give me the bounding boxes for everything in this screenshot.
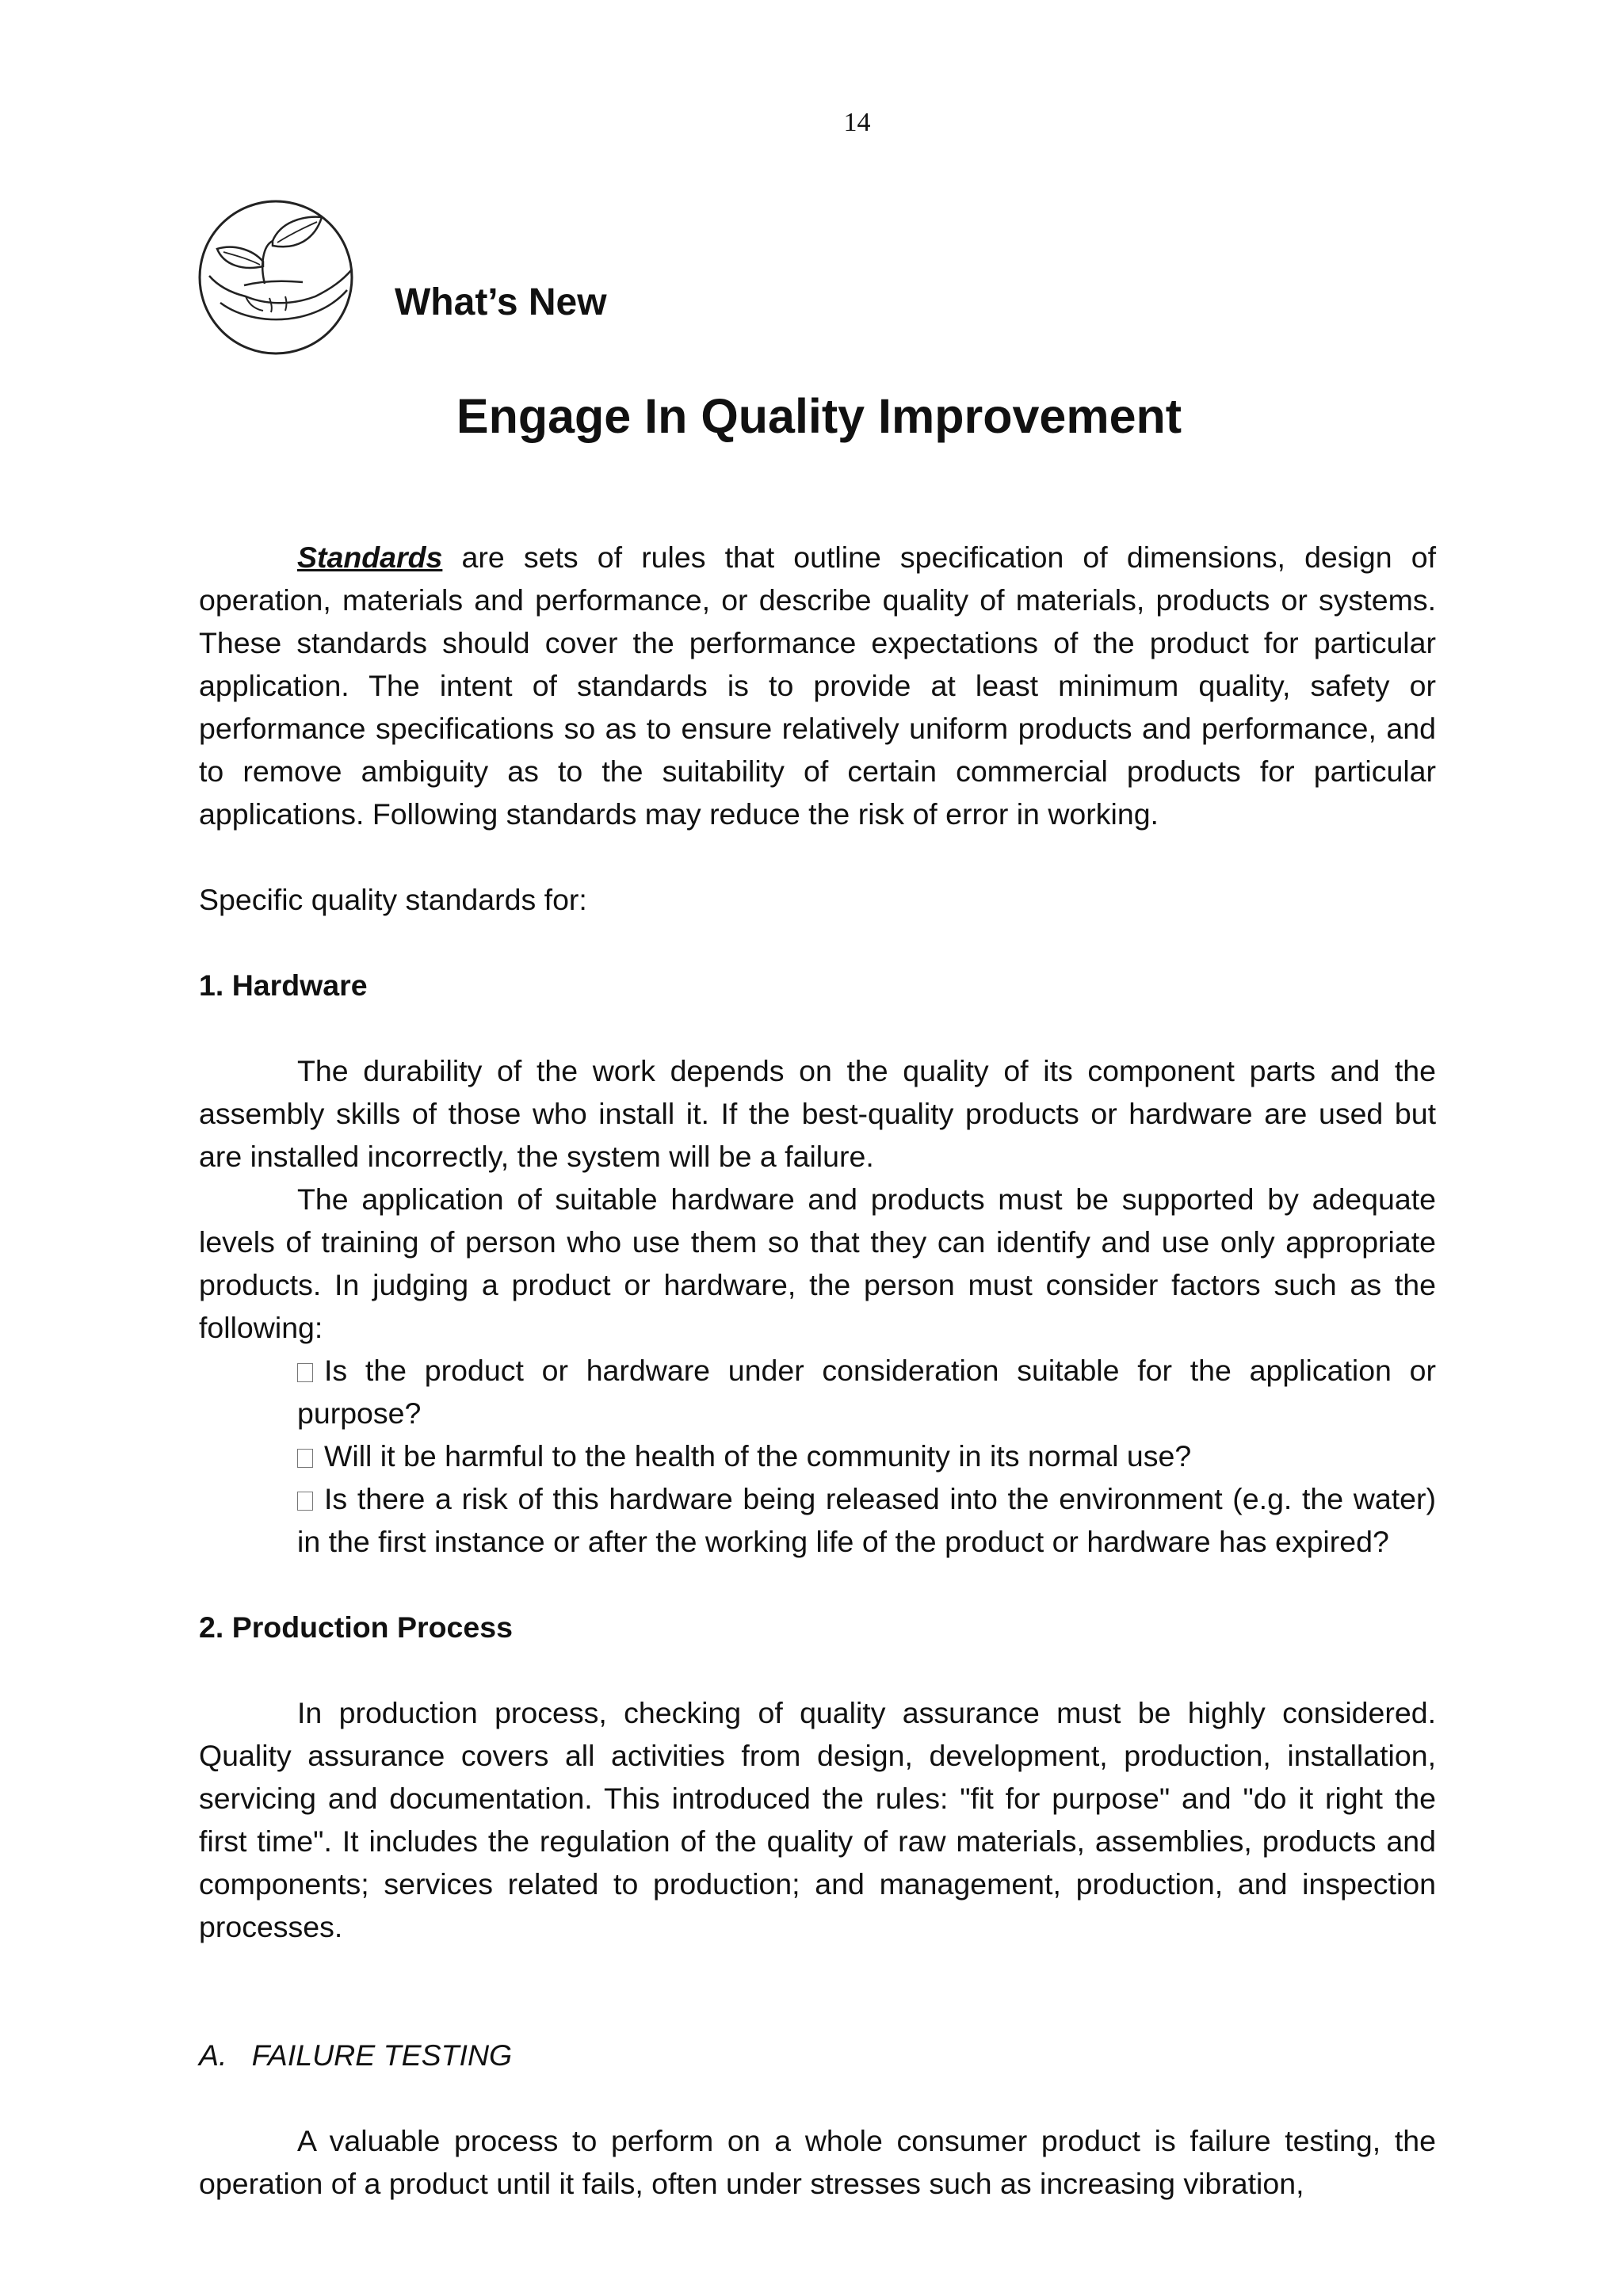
- failure-testing-heading: A. FAILURE TESTING: [199, 2038, 513, 2072]
- production-paragraph: In production process, checking of quality assurance must be highly considered. Quality assurance covers all activities from design, development, production, installation, servicing and documentation. This introduced the rules: "fit for purpose" and "do it right the first time". It includes the regulation of the quality of raw materials, assemblies, products and components; services related to production; and management, production, and inspection processes.: [199, 1696, 1436, 1943]
- hardware-paragraph-1: The durability of the work depends on the quality of its component parts and the assembly skills of those who install it. If the best-quality products or hardware are used but are installed incorrectly, the system will be a failure.: [199, 1054, 1436, 1173]
- standards-term: Standards: [297, 541, 443, 574]
- production-heading: 2. Production Process: [199, 1610, 513, 1644]
- page-title: Engage In Quality Improvement: [456, 389, 1182, 443]
- hardware-heading: 1. Hardware: [199, 968, 368, 1002]
- hardware-bullet-list: [297, 1349, 1436, 1563]
- bullet-item: Is the product or hardware under consideration suitable for the application or purpose?: [297, 1354, 1436, 1430]
- section-label: What’s New: [395, 281, 607, 323]
- intro-paragraph: [199, 536, 1436, 835]
- bullet-box-icon: [297, 1363, 313, 1382]
- specific-standards-line: Specific quality standards for:: [199, 883, 587, 916]
- bullet-item: Is there a risk of this hardware being released into the environment (e.g. the water) in the first instance or after the working life of the product or hardware has expired?: [297, 1482, 1436, 1558]
- bullet-item: Will it be harmful to the health of the community in its normal use?: [297, 1435, 1436, 1477]
- failure-testing-paragraph: A valuable process to perform on a whole consumer product is failure testing, the operation of a product until it fails, often under stresses such as increasing vibration,: [199, 2124, 1436, 2200]
- intro-text: are sets of rules that outline specification of dimensions, design of operation, materials and performance, or describe quality of materials, products or systems. These standards should cover the performance expectations of the product for particular application. The intent of standards is to provide at least minimum quality, safety or performance specifications so as to ensure relatively uniform products and performance, and to remove ambiguity as to the suitability of certain commercial products for particular applications. Following standards may reduce the risk of error in working.: [199, 541, 1436, 831]
- hardware-paragraph-2: The application of suitable hardware and products must be supported by adequate levels of training of person who use them so that they can identify and use only appropriate products. In judging a product or hardware, the person must consider factors such as the following:: [199, 1182, 1436, 1344]
- bullet-box-icon: [297, 1449, 313, 1468]
- page-number: 14: [843, 108, 871, 137]
- bullet-box-icon: [297, 1492, 313, 1511]
- document-body: [199, 536, 1436, 2205]
- plant-in-hand-icon: [197, 198, 355, 357]
